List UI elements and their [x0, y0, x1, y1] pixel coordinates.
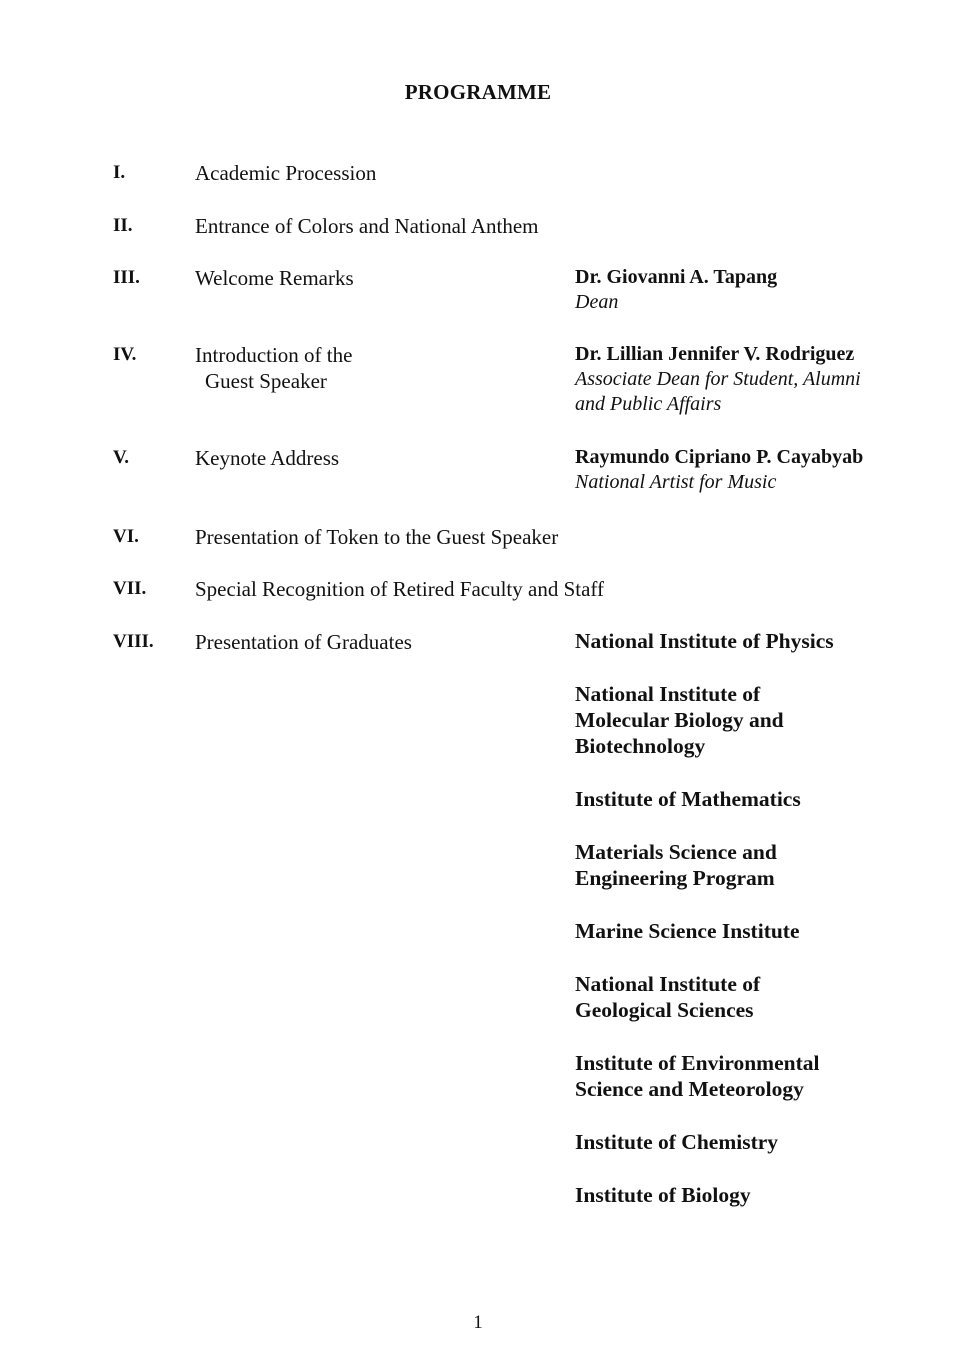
graduate-units-list — [575, 628, 905, 1235]
speaker-role: National Artist for Music — [575, 471, 777, 493]
item-activity: Academic Procession — [195, 161, 377, 185]
item-numeral: VIII. — [113, 631, 154, 652]
item-activity: Keynote Address — [195, 446, 340, 470]
item-activity: Presentation of Token to the Guest Speaker — [195, 525, 559, 549]
item-speaker — [575, 342, 880, 417]
item-activity-line2: Guest Speaker — [205, 369, 327, 393]
speaker-name: Dr. Giovanni A. Tapang — [575, 266, 778, 288]
item-numeral: III. — [113, 267, 140, 288]
item-activity: Welcome Remarks — [195, 266, 354, 290]
page-number: 1 — [473, 1312, 483, 1333]
item-numeral: IV. — [113, 344, 137, 365]
item-numeral: V. — [113, 447, 130, 468]
item-speaker — [575, 445, 895, 495]
graduate-unit: Marine Science Institute — [575, 919, 800, 943]
item-speaker — [575, 265, 895, 315]
graduate-unit: Institute of Biology — [575, 1183, 751, 1207]
speaker-role: Dean — [575, 291, 619, 313]
item-numeral: VII. — [113, 578, 147, 599]
item-numeral: II. — [113, 215, 133, 236]
graduate-unit: Materials Science and Engineering Program — [575, 840, 777, 890]
item-activity: Special Recognition of Retired Faculty and Staff — [195, 577, 605, 601]
graduate-unit: National Institute of Geological Sciences — [575, 972, 761, 1022]
item-activity: Presentation of Graduates — [195, 630, 412, 654]
item-activity-line1: Introduction of the — [195, 343, 353, 367]
item-numeral: I. — [113, 162, 126, 183]
graduate-unit: Institute of Mathematics — [575, 787, 801, 811]
item-activity: Entrance of Colors and National Anthem — [195, 214, 539, 238]
page-title: PROGRAMME — [404, 80, 552, 104]
graduate-unit: Institute of Chemistry — [575, 1130, 779, 1154]
item-numeral: VI. — [113, 526, 139, 547]
speaker-role: Associate Dean for Student, Alumni and Public Affairs — [575, 368, 861, 415]
graduate-unit: National Institute of Physics — [575, 629, 834, 653]
speaker-name: Raymundo Cipriano P. Cayabyab — [575, 446, 864, 468]
graduate-unit: Institute of Environmental Science and Meteorology — [575, 1051, 820, 1101]
graduate-unit: National Institute of Molecular Biology and Biotechnology — [575, 682, 784, 758]
item-activity — [195, 342, 352, 394]
speaker-name: Dr. Lillian Jennifer V. Rodriguez — [575, 343, 855, 365]
